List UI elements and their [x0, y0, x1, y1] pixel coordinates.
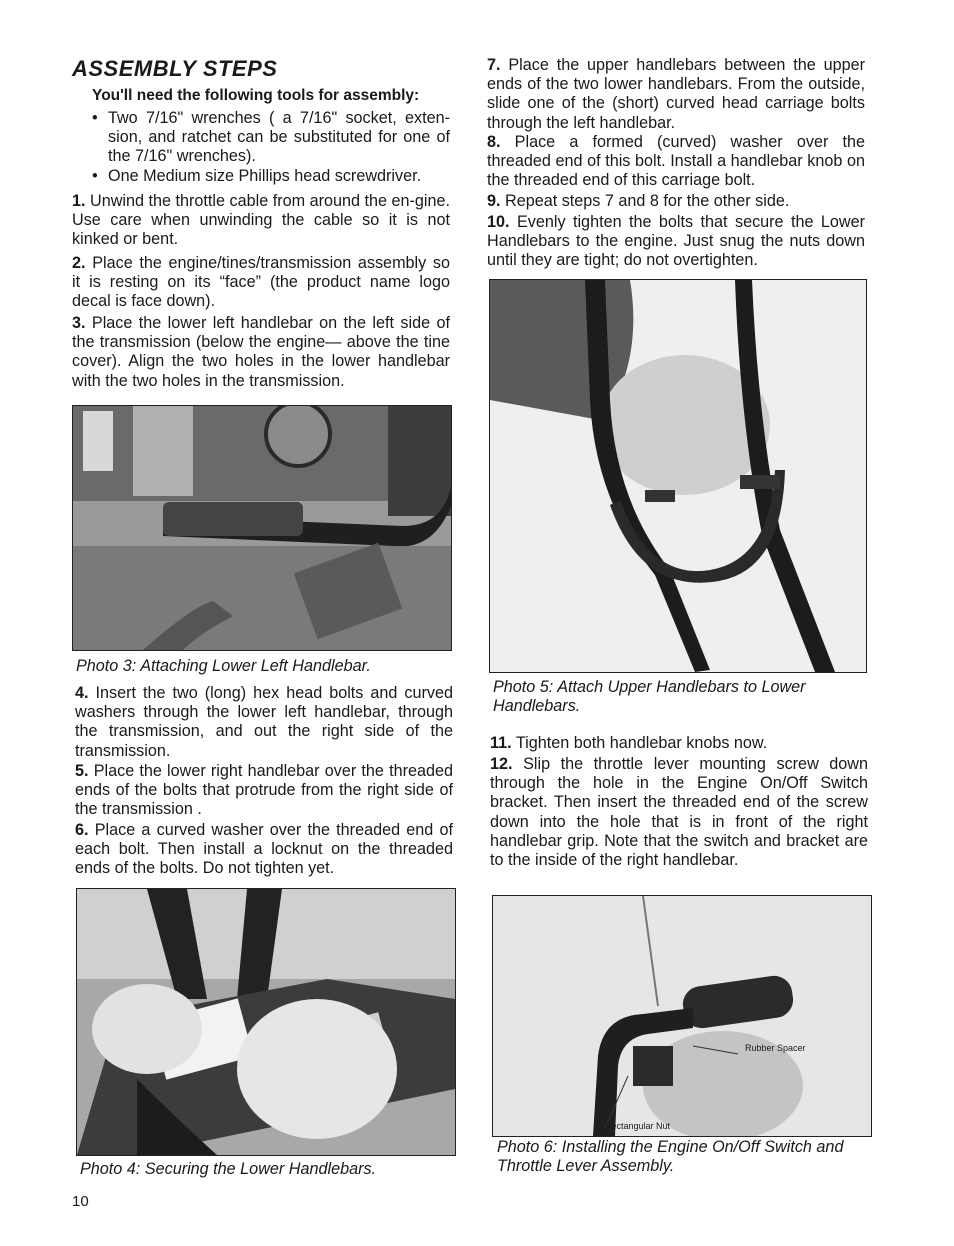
callout-rubber-spacer: Rubber Spacer — [745, 1043, 806, 1053]
step-7: 7. Place the upper handlebars between the upper ends of the two lower handlebars. From the outside, slide one of the (short) curved head carriage bolts through the left handlebar. — [487, 56, 865, 132]
page-number: 10 — [72, 1193, 89, 1210]
tool-text-2: One Medium size Phillips head screwdriver. — [108, 167, 422, 185]
photo-4 — [76, 888, 456, 1156]
step-2: 2. Place the engine/tines/transmission assembly so it is resting on its “face” (the product name logo decal is face down). — [72, 254, 451, 311]
step-6: 6. Place a curved washer over the threaded end of each bolt. Then install a locknut on the threaded ends of the bolts. Do not tighten yet. — [75, 821, 453, 878]
step-11: 11. Tighten both handlebar knobs now. — [490, 734, 768, 752]
caption-photo-3: Photo 3: Attaching Lower Left Handlebar. — [76, 657, 371, 675]
step-5: 5. Place the lower right handlebar over the threaded ends of the bolts that protrude from the right side of the transmission . — [75, 762, 453, 819]
photo-3 — [72, 405, 452, 651]
tools-subheading: You'll need the following tools for assembly: — [92, 87, 420, 104]
caption-photo-5: Photo 5: Attach Upper Handlebars to Lower Handlebars. — [493, 678, 806, 716]
step-1: 1. Unwind the throttle cable from around the en-gine. Use care when unwinding the cable so it is not kinked or bent. — [72, 192, 451, 249]
step-12: 12. Slip the throttle lever mounting screw down through the hole in the Engine On/Off Switch bracket. Then insert the threaded end of the screw down into the hole that is in front of the right handlebar grip. Note that the switch and bracket are to the inside of the right handlebar. — [490, 755, 868, 870]
photo-5 — [489, 279, 867, 673]
caption-photo-4: Photo 4: Securing the Lower Handlebars. — [80, 1160, 377, 1178]
step-8: 8. Place a formed (curved) washer over the threaded end of this bolt. Install a handlebar knob on the threaded end of this carriage bolt. — [487, 133, 865, 190]
page-heading: ASSEMBLY STEPS — [72, 56, 278, 81]
caption-photo-6: Photo 6: Installing the Engine On/Off Switch and Throttle Lever Assembly. — [497, 1138, 844, 1176]
tool-text-1: Two 7/16" wrenches ( a 7/16" socket, exten-sion, and ratchet can be substituted for one of the 7/16" wrenches). — [108, 109, 450, 166]
step-3: 3. Place the lower left handlebar on the left side of the transmission (below the engine— above the tine cover). Align the two holes in the lower handlebar with the two holes in the transmission. — [72, 314, 450, 390]
callout-rectangular-nut: Rectangular Nut — [605, 1121, 671, 1131]
step-9: 9. Repeat steps 7 and 8 for the other side. — [487, 192, 790, 210]
photo-6 — [492, 895, 872, 1137]
step-10: 10. Evenly tighten the bolts that secure the Lower Handlebars to the engine. Just snug the nuts down until they are tight; do not overtighten. — [487, 213, 866, 270]
step-4: 4. Insert the two (long) hex head bolts and curved washers through the lower left handlebar, through the transmission, and out the right side of the transmission. — [75, 684, 453, 760]
